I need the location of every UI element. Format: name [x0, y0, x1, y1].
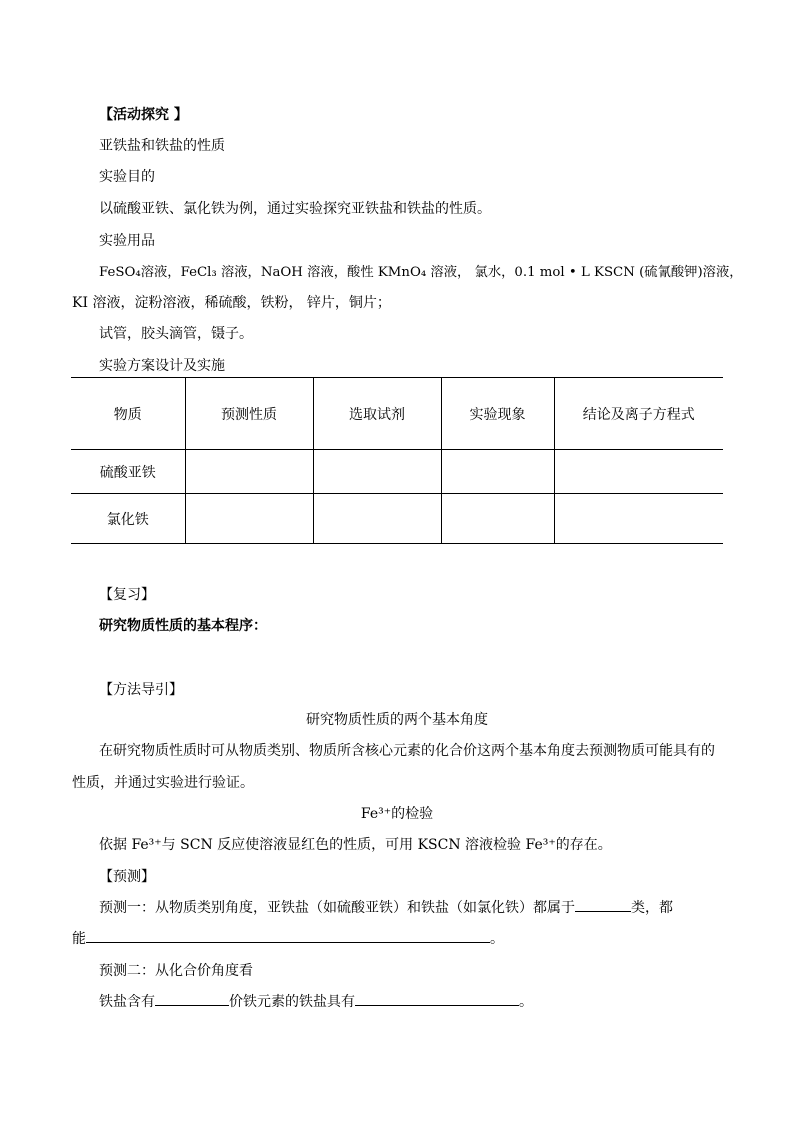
table-cell	[313, 494, 441, 544]
oxidation-property-blank[interactable]	[355, 991, 519, 1006]
activity-title: 亚铁盐和铁盐的性质	[99, 138, 225, 154]
experiment-table	[71, 377, 723, 544]
table-row	[71, 494, 723, 544]
property-blank[interactable]	[86, 928, 490, 943]
method-heading: 【方法导引】	[99, 682, 183, 698]
prediction-3	[99, 991, 533, 1011]
prediction-3-end: 。	[519, 994, 533, 1010]
method-paragraph-2: 依据 Fe³⁺与 SCN 反应使溶液显红色的性质，可用 KSCN 溶液检验 Fe³⁺的存在。	[99, 837, 612, 853]
method-paragraph-1-line-1: 在研究物质性质时可从物质类别、物质所含核心元素的化合价这两个基本角度去预测物质可能具有的	[99, 743, 715, 759]
activity-heading: 【活动探究 】	[99, 107, 188, 123]
table-cell	[185, 494, 313, 544]
table-cell	[554, 494, 723, 544]
prediction-1-line-1	[99, 897, 673, 917]
table-header-cell: 物质	[71, 378, 185, 450]
design-label: 实验方案设计及实施	[99, 358, 225, 374]
prediction-3-text: 铁盐含有	[99, 994, 155, 1010]
method-paragraph-1-line-2: 性质，并通过实验进行验证。	[72, 775, 254, 791]
prediction-1-line-2	[72, 928, 504, 948]
prediction-1-cont: 能	[72, 931, 86, 947]
table-cell	[313, 450, 441, 494]
table-header-cell: 结论及离子方程式	[554, 378, 723, 450]
method-subtitle-1: 研究物质性质的两个基本角度	[306, 712, 488, 728]
table-header-cell: 选取试剂	[313, 378, 441, 450]
table-cell	[554, 450, 723, 494]
prediction-3-mid: 价铁元素的铁盐具有	[229, 994, 355, 1010]
table-header-row	[71, 378, 723, 450]
prediction-1-suffix: 类，都	[631, 900, 673, 916]
predict-heading: 【预测】	[99, 869, 155, 885]
materials-line-2: KI 溶液，淀粉溶液，稀硫酸，铁粉， 锌片，铜片；	[72, 295, 391, 311]
prediction-1-text: 预测一：从物质类别角度，亚铁盐（如硫酸亚铁）和铁盐（如氯化铁）都属于	[99, 900, 575, 916]
table-cell	[185, 450, 313, 494]
purpose-text: 以硫酸亚铁、氯化铁为例，通过实验探究亚铁盐和铁盐的性质。	[99, 201, 491, 217]
table-cell	[441, 494, 554, 544]
table-cell	[441, 450, 554, 494]
materials-line-3: 试管，胶头滴管，镊子。	[99, 326, 253, 342]
valence-blank[interactable]	[155, 991, 229, 1006]
table-cell: 硫酸亚铁	[71, 450, 185, 494]
purpose-label: 实验目的	[99, 169, 155, 185]
materials-line-1: FeSO₄溶液，FeCl₃ 溶液，NaOH 溶液，酸性 KMnO₄ 溶液， 氯水，0.1 mol • L KSCN (硫氰酸钾)溶液，	[99, 265, 743, 280]
table-row	[71, 450, 723, 494]
method-subtitle-2: Fe³⁺的检验	[360, 806, 434, 822]
category-blank[interactable]	[575, 897, 631, 912]
table-header-cell: 预测性质	[185, 378, 313, 450]
prediction-2: 预测二：从化合价角度看	[99, 963, 253, 979]
table-cell: 氯化铁	[71, 494, 185, 544]
review-text: 研究物质性质的基本程序：	[99, 618, 267, 634]
materials-label: 实验用品	[99, 233, 155, 249]
review-heading: 【复习】	[99, 587, 155, 603]
prediction-1-end: 。	[490, 931, 504, 947]
table-header-cell: 实验现象	[441, 378, 554, 450]
